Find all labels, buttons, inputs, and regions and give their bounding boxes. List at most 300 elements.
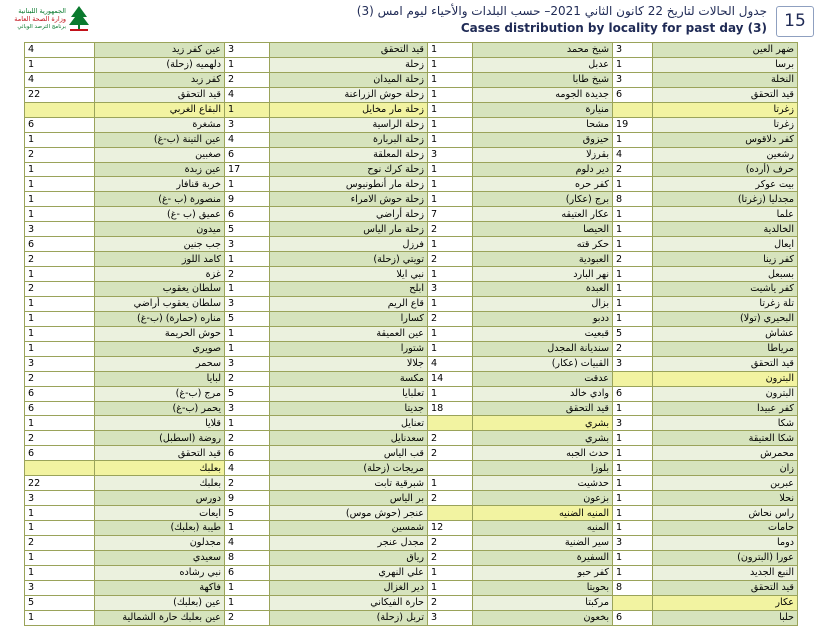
locality-name: زغرتا	[653, 117, 798, 132]
locality-name: عين التينة (ب-غ)	[95, 132, 225, 147]
locality-name: بر الياس	[270, 491, 428, 506]
case-count: 4	[225, 87, 270, 102]
table-row	[25, 535, 798, 550]
case-count: 12	[428, 521, 473, 536]
locality-name: عورا (البترون)	[653, 550, 798, 565]
locality-name: حلبا	[653, 610, 798, 625]
locality-name: عين زبدة	[95, 162, 225, 177]
locality-name: وادي خالد	[473, 386, 613, 401]
title-english: Cases distribution by locality for past day (3)	[460, 21, 767, 35]
case-count: 1	[428, 237, 473, 252]
case-count: 1	[225, 177, 270, 192]
locality-name: جديتا	[270, 401, 428, 416]
table-row	[25, 43, 798, 58]
locality-name: نبي ايلا	[270, 267, 428, 282]
locality-name: قيد التحقق	[270, 43, 428, 58]
case-count: 1	[613, 237, 653, 252]
case-count: 5	[225, 222, 270, 237]
case-count: 1	[613, 311, 653, 326]
locality-name: كفر دلاقوس	[653, 132, 798, 147]
locality-name: قب الياس	[270, 446, 428, 461]
table-row	[25, 117, 798, 132]
locality-name: تويتي (زحلة)	[270, 252, 428, 267]
case-count: 1	[428, 296, 473, 311]
locality-name: فاكهة	[95, 580, 225, 595]
locality-name: النخلة	[653, 72, 798, 87]
locality-name: زان	[653, 461, 798, 476]
locality-name: عين العميقة	[270, 326, 428, 341]
locality-name: زحلة كرك نوح	[270, 162, 428, 177]
case-count: 3	[225, 237, 270, 252]
locality-name: عكار العتيقه	[473, 207, 613, 222]
locality-name: شيخ محمد	[473, 43, 613, 58]
locality-name: خربة قنافار	[95, 177, 225, 192]
district-header: البترون	[653, 371, 798, 386]
case-count: 3	[428, 147, 473, 162]
case-count: 1	[613, 491, 653, 506]
case-count: 1	[428, 476, 473, 491]
case-count: 6	[225, 147, 270, 162]
table-row	[25, 371, 798, 386]
case-count: 4	[428, 356, 473, 371]
locality-name: حارة الفيكاني	[270, 595, 428, 610]
locality-name: بعلبك	[95, 476, 225, 491]
locality-name: قاع الريم	[270, 296, 428, 311]
case-count	[25, 461, 95, 476]
case-count: 1	[428, 162, 473, 177]
locality-name: منيارة	[473, 102, 613, 117]
case-count: 1	[25, 416, 95, 431]
table-row	[25, 132, 798, 147]
table-row	[25, 207, 798, 222]
locality-name: البترون	[653, 386, 798, 401]
locality-name: تعلبايا	[270, 386, 428, 401]
case-count: 1	[428, 132, 473, 147]
locality-name: دوما	[653, 535, 798, 550]
case-count: 1	[613, 461, 653, 476]
table-row	[25, 521, 798, 536]
case-count: 1	[25, 207, 95, 222]
table-row	[25, 282, 798, 297]
locality-name: قبعيت	[473, 326, 613, 341]
table-row	[25, 550, 798, 565]
locality-name: قلايا	[95, 416, 225, 431]
locality-name: روضة (اسطبل)	[95, 431, 225, 446]
locality-name: مرج (ب-غ)	[95, 386, 225, 401]
table-row	[25, 267, 798, 282]
case-count: 9	[225, 192, 270, 207]
table-row	[25, 72, 798, 87]
case-count: 2	[428, 491, 473, 506]
case-count: 1	[225, 341, 270, 356]
case-count: 5	[225, 506, 270, 521]
case-count: 2	[613, 162, 653, 177]
locality-name: لبايا	[95, 371, 225, 386]
case-count: 1	[613, 476, 653, 491]
locality-name: حدشيت	[473, 476, 613, 491]
locality-name: نحلا	[653, 491, 798, 506]
locality-name: دلهميه (زحلة)	[95, 57, 225, 72]
table-row	[25, 341, 798, 356]
locality-name: المنيه	[473, 521, 613, 536]
case-count: 2	[428, 595, 473, 610]
locality-name: النبع الجديد	[653, 565, 798, 580]
case-count: 6	[25, 117, 95, 132]
case-count: 1	[428, 72, 473, 87]
case-count: 1	[613, 565, 653, 580]
locality-name: علي النهري	[270, 565, 428, 580]
table-row	[25, 461, 798, 476]
case-count: 6	[225, 207, 270, 222]
locality-name: منصورة (ب -غ)	[95, 192, 225, 207]
locality-name: شيخ طابا	[473, 72, 613, 87]
locality-name: ايعات	[95, 506, 225, 521]
table-row	[25, 192, 798, 207]
locality-name: طيبة (بعلبك)	[95, 521, 225, 536]
locality-name: مرياطا	[653, 341, 798, 356]
case-count	[613, 595, 653, 610]
case-count: 5	[613, 326, 653, 341]
cedar-logo-icon	[68, 5, 90, 33]
case-count: 1	[25, 550, 95, 565]
case-count: 2	[25, 431, 95, 446]
locality-name: العبدة	[473, 282, 613, 297]
case-count	[428, 506, 473, 521]
locality-name: سلطان يعقوب	[95, 282, 225, 297]
locality-name: مجدلون	[95, 535, 225, 550]
locality-name: زحلة البربارة	[270, 132, 428, 147]
locality-name: برج (عكار)	[473, 192, 613, 207]
district-header: عكار	[653, 595, 798, 610]
case-count: 1	[613, 282, 653, 297]
district-header: بعلبك	[95, 461, 225, 476]
locality-name: سعدنايل	[270, 431, 428, 446]
table-row	[25, 565, 798, 580]
locality-name: العبودية	[473, 252, 613, 267]
case-count: 22	[25, 87, 95, 102]
locality-name: دورس	[95, 491, 225, 506]
case-count: 1	[428, 386, 473, 401]
case-count: 3	[225, 401, 270, 416]
case-count: 6	[613, 610, 653, 625]
case-count	[613, 371, 653, 386]
case-count: 6	[225, 565, 270, 580]
locality-name: شكا العتيقة	[653, 431, 798, 446]
locality-name: بلوزا	[473, 461, 613, 476]
case-count: 19	[613, 117, 653, 132]
case-count: 1	[25, 177, 95, 192]
locality-name: مشحا	[473, 117, 613, 132]
locality-name: كفر ياشيت	[653, 282, 798, 297]
locality-name: عبرين	[653, 476, 798, 491]
table-row	[25, 580, 798, 595]
locality-name: حامات	[653, 521, 798, 536]
locality-name: غزة	[95, 267, 225, 282]
table-row	[25, 57, 798, 72]
locality-name: كفر حبو	[473, 565, 613, 580]
table-row	[25, 401, 798, 416]
locality-name: سحمر	[95, 356, 225, 371]
locality-name: مشغرة	[95, 117, 225, 132]
locality-name: تربل (زحلة)	[270, 610, 428, 625]
locality-name: بسبعل	[653, 267, 798, 282]
locality-name: القبيات (عكار)	[473, 356, 613, 371]
case-count: 1	[613, 431, 653, 446]
district-header: زغرتا	[653, 102, 798, 117]
locality-name: تلة زغرتا	[653, 296, 798, 311]
locality-name: عدبل	[473, 57, 613, 72]
case-count: 2	[225, 610, 270, 625]
locality-name: برسا	[653, 57, 798, 72]
case-count: 3	[225, 296, 270, 311]
locality-name: شمسين	[270, 521, 428, 536]
case-count: 1	[428, 87, 473, 102]
locality-name: زحلة حوش الامراء	[270, 192, 428, 207]
locality-name: مناره (حمارة) (ب-غ)	[95, 311, 225, 326]
case-count: 4	[225, 132, 270, 147]
case-count: 1	[428, 326, 473, 341]
case-count: 1	[613, 550, 653, 565]
locality-name: بيت عوكر	[653, 177, 798, 192]
cases-table	[24, 42, 798, 626]
case-count: 2	[428, 446, 473, 461]
locality-name: ايعال	[653, 237, 798, 252]
table-row	[25, 296, 798, 311]
locality-name: ضهر العين	[653, 43, 798, 58]
table-row	[25, 610, 798, 625]
case-count: 3	[613, 356, 653, 371]
case-count: 2	[25, 147, 95, 162]
locality-name: السفيرة	[473, 550, 613, 565]
page-number: 15	[776, 6, 814, 37]
locality-name: راس نحاش	[653, 506, 798, 521]
case-count: 1	[613, 267, 653, 282]
locality-name: عين بعلبك حارة الشمالية	[95, 610, 225, 625]
case-count: 6	[25, 386, 95, 401]
case-count: 1	[428, 267, 473, 282]
locality-name: زحلة مار أنطونيوس	[270, 177, 428, 192]
case-count: 1	[428, 565, 473, 580]
case-count	[25, 102, 95, 117]
title-arabic: جدول الحالات لتاريخ 22 كانون الثاني 2021– حسب البلدات والأحياء ليوم امس (3)	[356, 4, 767, 18]
case-count: 3	[428, 282, 473, 297]
locality-name: حرف (أرده)	[653, 162, 798, 177]
table-row	[25, 386, 798, 401]
case-count: 1	[225, 282, 270, 297]
case-count: 1	[225, 252, 270, 267]
ministry-logo	[8, 3, 92, 37]
case-count: 2	[225, 72, 270, 87]
case-count: 1	[428, 43, 473, 58]
locality-name: صويري	[95, 341, 225, 356]
case-count: 1	[428, 57, 473, 72]
case-count: 6	[25, 237, 95, 252]
case-count: 5	[225, 386, 270, 401]
case-count: 1	[613, 177, 653, 192]
case-count: 6	[25, 401, 95, 416]
case-count: 2	[428, 431, 473, 446]
locality-name: ابلح	[270, 282, 428, 297]
locality-name: جب جنين	[95, 237, 225, 252]
locality-name: حيزوق	[473, 132, 613, 147]
locality-name: محمرش	[653, 446, 798, 461]
locality-name: قيد التحقق	[473, 401, 613, 416]
case-count: 22	[25, 476, 95, 491]
case-count: 5	[225, 311, 270, 326]
case-count: 1	[25, 57, 95, 72]
locality-name: عنجر (حوش موس)	[270, 506, 428, 521]
case-count: 1	[25, 132, 95, 147]
table-row	[25, 102, 798, 117]
locality-name: ددبو	[473, 311, 613, 326]
locality-name: سعيدي	[95, 550, 225, 565]
case-count: 3	[225, 117, 270, 132]
case-count: 1	[225, 326, 270, 341]
case-count: 1	[25, 267, 95, 282]
locality-name: ميدون	[95, 222, 225, 237]
table-row	[25, 506, 798, 521]
locality-name: رياق	[270, 550, 428, 565]
locality-name: عميق (ب -غ)	[95, 207, 225, 222]
case-count: 2	[225, 371, 270, 386]
table-row	[25, 222, 798, 237]
locality-name: سنديانة المجدل	[473, 341, 613, 356]
locality-name: مريجات (زحلة)	[270, 461, 428, 476]
locality-name: بزال	[473, 296, 613, 311]
locality-name: كفر زبد	[95, 72, 225, 87]
logo-line-1: الجمهورية اللبنانية	[18, 7, 66, 15]
case-count: 1	[225, 521, 270, 536]
case-count: 1	[613, 57, 653, 72]
case-count: 1	[225, 57, 270, 72]
locality-name: زحلة مار الياس	[270, 222, 428, 237]
case-count: 2	[428, 535, 473, 550]
case-count: 4	[225, 461, 270, 476]
case-count: 4	[25, 43, 95, 58]
case-count: 1	[225, 102, 270, 117]
logo-line-2: وزارة الصحة العامة	[14, 15, 66, 23]
locality-name: قيد التحقق	[95, 446, 225, 461]
case-count: 6	[25, 446, 95, 461]
case-count: 4	[25, 72, 95, 87]
table-row	[25, 237, 798, 252]
case-count: 1	[613, 446, 653, 461]
case-count: 1	[428, 117, 473, 132]
locality-name: مركبتا	[473, 595, 613, 610]
locality-name: بشري	[473, 431, 613, 446]
case-count: 2	[25, 252, 95, 267]
locality-name: زحلة	[270, 57, 428, 72]
table-row	[25, 491, 798, 506]
case-count: 1	[613, 296, 653, 311]
table-row	[25, 177, 798, 192]
case-count: 2	[613, 341, 653, 356]
case-count: 1	[25, 296, 95, 311]
locality-name: قيد التحقق	[653, 356, 798, 371]
case-count: 3	[25, 491, 95, 506]
case-count: 1	[428, 102, 473, 117]
case-count: 6	[613, 87, 653, 102]
table-row	[25, 147, 798, 162]
locality-name: بقرزلا	[473, 147, 613, 162]
locality-name: كسارا	[270, 311, 428, 326]
case-count: 1	[25, 521, 95, 536]
case-count: 1	[225, 580, 270, 595]
case-count: 2	[428, 222, 473, 237]
locality-name: حدث الجبه	[473, 446, 613, 461]
case-count: 1	[613, 506, 653, 521]
case-count: 2	[428, 550, 473, 565]
locality-name: سير الضنية	[473, 535, 613, 550]
case-count: 3	[613, 72, 653, 87]
table-row	[25, 252, 798, 267]
case-count: 18	[428, 401, 473, 416]
case-count: 1	[25, 326, 95, 341]
locality-name: كفر عبيدا	[653, 401, 798, 416]
locality-name: قيد التحقق	[95, 87, 225, 102]
cases-table-body	[25, 43, 798, 626]
case-count: 3	[613, 535, 653, 550]
locality-name: عشاش	[653, 326, 798, 341]
case-count: 2	[225, 431, 270, 446]
case-count: 1	[25, 311, 95, 326]
locality-name: حكر قته	[473, 237, 613, 252]
locality-name: رشعين	[653, 147, 798, 162]
locality-name: قيد التحقق	[653, 87, 798, 102]
case-count: 2	[613, 252, 653, 267]
case-count: 2	[428, 311, 473, 326]
locality-name: البحيري (تولا)	[653, 311, 798, 326]
locality-name: شبرقية تابت	[270, 476, 428, 491]
case-count: 1	[428, 341, 473, 356]
case-count: 1	[613, 401, 653, 416]
locality-name: تعنايل	[270, 416, 428, 431]
locality-name: كامد اللوز	[95, 252, 225, 267]
locality-name: كفر حره	[473, 177, 613, 192]
logo-line-3: برنامج الترصد الوبائي	[17, 24, 66, 30]
case-count: 9	[225, 491, 270, 506]
case-count: 3	[613, 416, 653, 431]
locality-name: زحلة حوش الزراعنة	[270, 87, 428, 102]
locality-name: نبي رشاده	[95, 565, 225, 580]
locality-name: سلطان يعقوب أراضي	[95, 296, 225, 311]
locality-name: زحلة أراضي	[270, 207, 428, 222]
case-count: 4	[225, 535, 270, 550]
case-count: 1	[25, 610, 95, 625]
case-count: 1	[613, 132, 653, 147]
locality-name: نهر البارد	[473, 267, 613, 282]
locality-name: مجدل عنجر	[270, 535, 428, 550]
case-count: 3	[225, 43, 270, 58]
locality-name: بحويتا	[473, 580, 613, 595]
locality-name: الخالدية	[653, 222, 798, 237]
locality-name: دير دلوم	[473, 162, 613, 177]
table-row	[25, 356, 798, 371]
locality-name: كفر زينا	[653, 252, 798, 267]
case-count	[613, 102, 653, 117]
table-row	[25, 446, 798, 461]
case-count: 3	[428, 610, 473, 625]
case-count: 2	[428, 252, 473, 267]
locality-name: شتورا	[270, 341, 428, 356]
locality-name: زحلة المعلقة	[270, 147, 428, 162]
table-row	[25, 416, 798, 431]
locality-name: يحمر (ب-غ)	[95, 401, 225, 416]
case-count	[428, 416, 473, 431]
case-count: 3	[25, 580, 95, 595]
locality-name: عين كفر زيد	[95, 43, 225, 58]
case-count: 3	[25, 356, 95, 371]
